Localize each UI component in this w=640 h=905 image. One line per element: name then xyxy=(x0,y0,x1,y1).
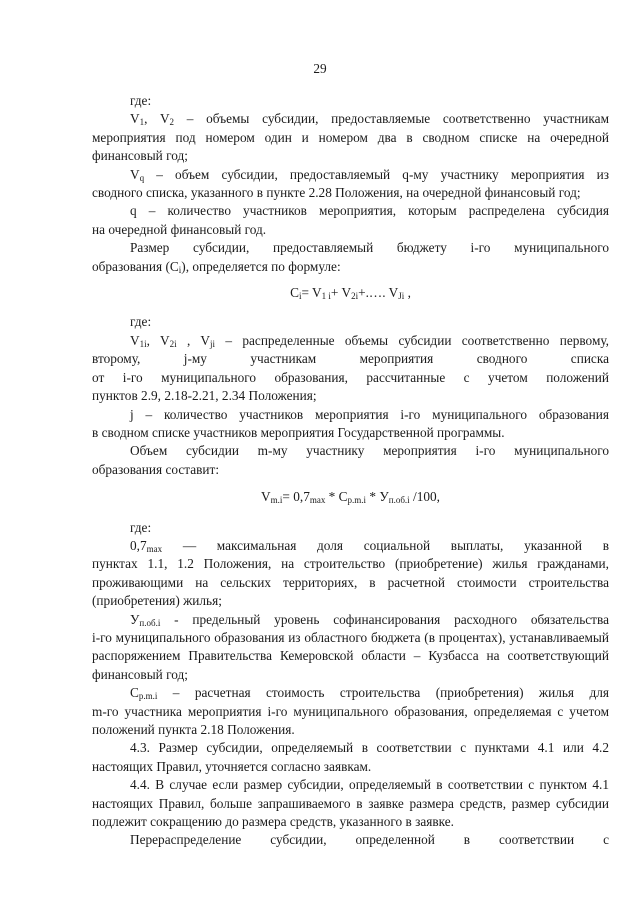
definition-vq-line1: $V_q$ – объем субсидии, предоставляемый q-му участнику мероприятия из xyxy=(130,166,609,183)
subsidy-size-line2: образования $(C_i)$, определяется по формуле: xyxy=(92,258,341,275)
definition-cofinancing-line1: $У_{п.об.i}$ - предельный уровень софинансирования расходного обязательства xyxy=(130,611,609,628)
definition-j xyxy=(92,406,609,443)
subsidy-size-paragraph xyxy=(92,239,609,276)
definition-vji-line4: пунктов 2.9, 2.18-2.21, 2.34 Положения; xyxy=(92,388,317,404)
definition-vji xyxy=(92,332,609,406)
redistribution-line: Перераспределение субсидии, определенной в соответствии с xyxy=(130,832,609,848)
definition-estimated-cost-line1: $C_{p.m.i}$ – расчетная стоимость строительства (приобретения) жилья для xyxy=(130,685,609,702)
definition-max-share xyxy=(92,537,609,611)
definition-vji-line3: от i-го муниципального образования, рассчитанные с учетом положений xyxy=(92,369,609,385)
definition-cofinancing-rest: i-го муниципального образования из областного бюджета (в процентах), устанавливаемый распоряжением Правительства Кемеровской области – Кузбасса на соответствующий финансовый год; xyxy=(92,629,609,682)
subsidy-size-line1: Размер субсидии, предоставляемый бюджету i-го муниципального xyxy=(130,240,609,256)
definition-q-line1: q – количество участников мероприятия, которым распределена субсидия xyxy=(130,203,609,219)
page-number: 29 xyxy=(313,61,327,76)
clause-4-4: 4.4. В случае если размер субсидии, определяемый в соответствии с пунктом 4.1 настоящих Правил, больше запрашиваемого в заявке размера средств, размер субсидии подлежит сокращению до размера средств, указанного в заявке. xyxy=(92,777,609,830)
definition-q xyxy=(92,202,609,239)
definition-vq-rest: сводного списка, указанного в пункте 2.28 Положения, на очередной финансовый год; xyxy=(92,185,581,201)
definition-v1-v2-line1: $V_1$, $V_2$ – объемы субсидии, предоставляемые соответственно участникам xyxy=(130,111,609,128)
where-label-1: где: xyxy=(130,93,152,108)
formula-vmi: $V_{m.i}= 0,7_{max} * C_{p.m.i} * У_{п.об.i}$ /100, xyxy=(261,489,440,506)
document-body xyxy=(92,92,609,850)
volume-paragraph xyxy=(92,442,609,479)
definition-vq xyxy=(92,166,609,203)
volume-rest: образования составит: xyxy=(92,461,220,477)
definition-v1-v2-rest: мероприятия под номером один и номером два в сводном списке на очередной финансовый год; xyxy=(92,129,609,164)
definition-j-line1: j – количество участников мероприятия i-го муниципального образования xyxy=(130,406,609,422)
definition-max-share-rest: пунктах 1.1, 1.2 Положения, на строительство (приобретение) жилья гражданами, проживающими на сельских территориях, в расчетной стоимости строительства (приобретения) жилья; xyxy=(92,556,609,609)
definition-vji-line1: $V_{1i}$, $V_{2i}$ , $V_{ji}$ – распределенные объемы субсидии соответственно первому, xyxy=(130,332,610,349)
definition-max-share-line1: $0,7_{max}$ — максимальная доля социальной выплаты, указанной в xyxy=(130,537,609,554)
where-label-3: где: xyxy=(130,519,152,535)
definition-j-rest: в сводном списке участников мероприятия Государственной программы. xyxy=(92,424,505,440)
definition-estimated-cost-rest: m-го участника мероприятия i-го муниципального образования, определяемая с учетом положений пункта 2.18 Положения. xyxy=(92,703,609,737)
where-label-2: где: xyxy=(130,314,152,330)
definition-cofinancing-level xyxy=(92,611,609,685)
definition-vji-line2: второму, j-му участникам мероприятия сводного списка xyxy=(92,351,609,367)
volume-line1: Объем субсидии m-му участнику мероприятия i-го муниципального xyxy=(130,443,609,459)
definition-estimated-cost xyxy=(92,684,609,739)
clause-4-3: 4.3. Размер субсидии, определяемый в соответствии с пунктами 4.1 или 4.2 настоящих Правил, уточняется согласно заявкам. xyxy=(92,740,609,774)
definition-v1-v2 xyxy=(92,110,609,165)
formula-ci: $C_i= V_{1 i}+$ $V_{2i}+.\dots$. $V_{Ji}$ , xyxy=(290,285,411,302)
definition-q-rest: на очередной финансовый год. xyxy=(92,221,267,237)
